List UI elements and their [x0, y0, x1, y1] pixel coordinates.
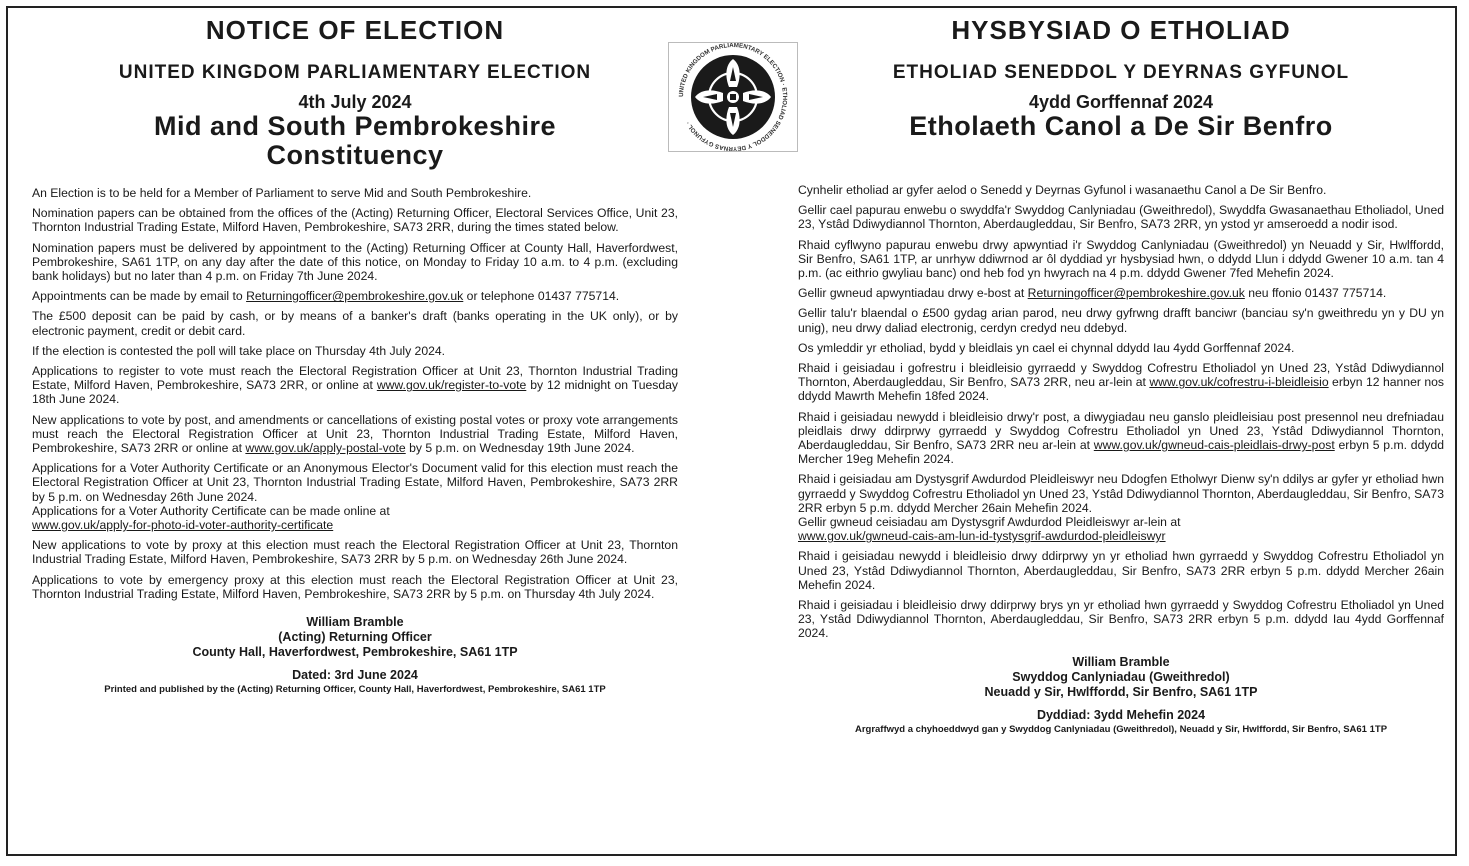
signature-block-welsh	[798, 655, 1444, 700]
constituency-label: Constituency	[266, 140, 444, 170]
paragraph-emergency-proxy-welsh: Rhaid i geisiadau i bleidleisio drwy ddirprwy brys yn yr etholiad hwn gyrraedd y Swyddog Cofrestru Etholiadol yn Uned 23, Ystâd Ddiwydiannol Thornton, Aberdaugleddau, Sir Benfro, SA73 2RR erbyn 5 p.m. ddydd Iau 4ydd Gorffennaf 2024.	[798, 598, 1444, 641]
signatory-name-welsh: William Bramble	[1072, 654, 1170, 669]
signature-block	[32, 615, 678, 660]
voter-authority-online-text: Applications for a Voter Authority Certificate can be made online at	[32, 503, 390, 518]
notice-title: NOTICE OF ELECTION	[205, 15, 505, 45]
celtic-cross-seal-icon	[669, 43, 797, 151]
appointments-phone-text-welsh: neu ffonio 01437 775714.	[1244, 286, 1387, 301]
dated-line-welsh: Dyddiad: 3ydd Mehefin 2024	[1036, 707, 1206, 722]
paragraph-poll-welsh: Os ymleddir yr etholiad, bydd y bleidlais yn cael ei chynnal ddydd Iau 4ydd Gorffennaf 2024.	[798, 340, 1295, 355]
voter-authority-text-welsh: Rhaid i geisiadau am Dystysgrif Awdurdod Pleidleiswyr neu Ddogfen Etholwyr Dienw sy'n ddilys ar gyfer yr etholiad hwn gyrraedd y Swyddog Cofrestru Etholiadol yn Uned 23, Ystâd Ddiwydiannol Thornton, Aberdaugleddau, Sir Benfro, SA73 2RR erbyn 5 p.m. ddydd Mercher 26ain Mehefin 2024.	[798, 472, 1444, 515]
seal-ring-text: UNITED KINGDOM PARLIAMENTARY ELECTION · ETHOLIAD SENEDDOL Y DEYRNAS GYFUNOL ·	[677, 43, 789, 151]
postal-text: New applications to vote by post, and amendments or cancellations of existing postal votes or proxy vote arrangements must reach the Electoral Registration Officer at Unit 23, Thornton Industrial Trading Estate, Milford Haven, Pembrokeshire, SA73 2RR or online at	[32, 412, 678, 456]
imprint-line: Printed and published by the (Acting) Returning Officer, County Hall, Haverfordwest, Pembrokeshire, SA61 1TP	[104, 684, 606, 696]
constituency-name: Mid and South Pembrokeshire	[153, 111, 557, 141]
paragraph-emergency-proxy: Applications to vote by emergency proxy at this election must reach the Electoral Registration Officer at Unit 23, Thornton Industrial Trading Estate, Milford Haven, Pembrokeshire, SA73 2RR by 5 p.m. on Thursday 4th July 2024.	[32, 572, 678, 601]
signatory-role: (Acting) Returning Officer	[278, 630, 432, 645]
postal-text-welsh: Rhaid i geisiadau newydd i bleidleisio drwy'r post, a diwygiadau neu ganslo pleidleisiau post presennol neu drefniadau pleidlais drwy ddirprwy gyrraedd y Swyddog Cofrestru Etholiadol yn Uned 23, Ystâd Ddiwydiannol Thornton, Aberdaugleddau, Sir Benfro, SA73 2RR neu ar-lein at	[798, 409, 1444, 453]
paragraph-election: An Election is to be held for a Member of Parliament to serve Mid and South Pembrokeshire.	[32, 186, 532, 200]
constituency-name-welsh: Etholaeth Canol a De Sir Benfro	[909, 111, 1333, 141]
apply-postal-vote-link[interactable]: www.gov.uk/apply-postal-vote	[245, 441, 406, 456]
appointments-phone-text: or telephone 01437 775714.	[463, 289, 620, 304]
paragraph-nomination-papers: Nomination papers can be obtained from the offices of the (Acting) Returning Officer, Electoral Services Office, Unit 23, Thornton Industrial Trading Estate, Milford Haven, Pembrokeshire, SA73 2RR, during the times stated below.	[32, 206, 678, 235]
apply-postal-vote-link-welsh[interactable]: www.gov.uk/gwneud-cais-pleidlais-drwy-post	[1093, 438, 1335, 453]
paragraph-register-welsh	[798, 361, 1444, 404]
dated-line: Dated: 3rd June 2024	[292, 668, 418, 683]
paragraph-proxy-welsh: Rhaid i geisiadau newydd i bleidleisio drwy ddirprwy yn yr etholiad hwn gyrraedd y Swyddog Cofrestru Etholiadol yn Uned 23, Ystâd Ddiwydiannol Thornton, Aberdaugleddau, Sir Benfro, SA73 2RR erbyn 5 p.m. ddydd Mercher 26ain Mehefin 2024.	[798, 549, 1444, 592]
notice-body	[32, 186, 678, 601]
notice-title-welsh: HYSBYSIAD O ETHOLIAD	[951, 15, 1291, 45]
paragraph-poll: If the election is contested the poll will take place on Thursday 4th July 2024.	[32, 343, 446, 358]
paragraph-nomination-papers-welsh: Gellir cael papurau enwebu o swyddfa'r Swyddog Canlyniadau (Gweithredol), Swyddfa Gwasanaethau Etholiadol, Uned 23, Ystâd Ddiwydiannol Thornton, Aberdaugleddau, Sir Benfro, SA73 2RR, yn ystod yr amseroedd a nodir isod.	[798, 203, 1444, 232]
notice-body-welsh	[798, 183, 1444, 641]
paragraph-postal-votes-welsh	[798, 410, 1444, 467]
imprint-line-welsh: Argraffwyd a chyhoeddwyd gan y Swyddog Canlyniadau (Gweithredol), Neuadd y Sir, Hwlffordd, Sir Benfro, SA61 1TP	[854, 723, 1388, 735]
paragraph-register	[32, 364, 678, 407]
signatory-name: William Bramble	[306, 615, 404, 630]
english-column	[32, 16, 678, 695]
paragraph-voter-authority-welsh	[798, 472, 1444, 543]
register-to-vote-link-welsh[interactable]: www.gov.uk/cofrestru-i-bleidleisio	[1149, 375, 1329, 390]
voter-authority-link-welsh[interactable]: www.gov.uk/gwneud-cais-am-lun-id-tystysgrif-awdurdod-pleidleiswyr	[798, 529, 1166, 544]
signatory-address: County Hall, Haverfordwest, Pembrokeshire, SA61 1TP	[192, 645, 518, 660]
voter-authority-text: Applications for a Voter Authority Certificate or an Anonymous Elector's Document valid for this election must reach the Electoral Registration Officer at Unit 23, Thornton Industrial Trading Estate, Milford Haven, Pembrokeshire, SA73 2RR by 5 p.m. on Wednesday 26th June 2024.	[32, 461, 678, 504]
signatory-address-welsh: Neuadd y Sir, Hwlffordd, Sir Benfro, SA61 1TP	[984, 684, 1258, 699]
appointments-text: Appointments can be made by email to	[32, 289, 247, 304]
returning-officer-email-link-welsh[interactable]: Returningofficer@pembrokeshire.gov.uk	[1027, 286, 1245, 301]
welsh-column	[798, 16, 1444, 735]
election-subtitle: UNITED KINGDOM PARLIAMENTARY ELECTION	[118, 62, 592, 83]
voter-authority-link[interactable]: www.gov.uk/apply-for-photo-id-voter-authority-certificate	[32, 518, 334, 533]
postal-deadline-text: by 5 p.m. on Wednesday 19th June 2024.	[405, 441, 635, 456]
signatory-role-welsh: Swyddog Canlyniadau (Gweithredol)	[1012, 669, 1230, 684]
voter-authority-online-text-welsh: Gellir gwneud ceisiadau am Dystysgrif Awdurdod Pleidleiswyr ar-lein at	[798, 515, 1181, 530]
register-text: Applications to register to vote must reach the Electoral Registration Officer at Unit 23, Thornton Industrial Trading Estate, Milford Haven, Pembrokeshire, SA73 2RR, or online at	[32, 364, 678, 393]
postal-deadline-text-welsh: erbyn 5 p.m. ddydd Mercher 19eg Mehefin 2024.	[798, 438, 1444, 467]
paragraph-proxy: New applications to vote by proxy at this election must reach the Electoral Registration Officer at Unit 23, Thornton Industrial Trading Estate, Milford Haven, Pembrokeshire, SA73 2RR by 5 p.m. on Wednesday 26th June 2024.	[32, 538, 678, 567]
election-subtitle-welsh: ETHOLIAD SENEDDOL Y DEYRNAS GYFUNOL	[892, 62, 1350, 83]
paragraph-appointments	[32, 289, 678, 303]
election-date-welsh: 4ydd Gorffennaf 2024	[1028, 92, 1214, 112]
appointments-text-welsh: Gellir gwneud apwyntiadau drwy e-bost at	[798, 286, 1028, 301]
paragraph-postal-votes	[32, 413, 678, 456]
election-date: 4th July 2024	[298, 92, 412, 112]
paragraph-nomination-delivery: Nomination papers must be delivered by appointment to the (Acting) Returning Officer at County Hall, Haverfordwest, Pembrokeshire, SA61 1TP, on any day after the date of this notice, on Monday to Friday 10 a.m. to 4 p.m. (excluding bank holidays) but no later than 4 p.m. on Friday 7th June 2024.	[32, 240, 678, 284]
paragraph-deposit: The £500 deposit can be paid by cash, or by means of a banker's draft (banks operating in the UK only), or by electronic payment, credit or debit card.	[32, 309, 678, 338]
returning-officer-email-link[interactable]: Returningofficer@pembrokeshire.gov.uk	[246, 289, 464, 304]
paragraph-deposit-welsh: Gellir talu'r blaendal o £500 gydag arian parod, neu drwy gyfrwng drafft banciwr (banciau sy'n gweithredu yn y DU yn unig), neu drwy daliad electronig, cerdyn credyd neu ddebyd.	[798, 306, 1444, 335]
election-seal-logo	[668, 42, 798, 152]
register-deadline-text: by 12 midnight on Tuesday 18th June 2024.	[32, 378, 678, 407]
paragraph-appointments-welsh	[798, 286, 1444, 300]
paragraph-nomination-delivery-welsh: Rhaid cyflwyno papurau enwebu drwy apwyntiad i'r Swyddog Canlyniadau (Gweithredol) yn Neuadd y Sir, Hwlffordd, Sir Benfro, SA61 1TP, ar unrhyw ddiwrnod ar ôl dyddiad yr hysbysiad hwn, o ddydd Llun i ddydd Gwener 10 a.m. tan 4 p.m. (ac eithrio gwyliau banc) ond heb fod yn hwyrach na 4 p.m. ddydd Gwener 7fed Mehefin 2024.	[798, 237, 1444, 281]
register-deadline-text-welsh: erbyn 12 hanner nos ddydd Mawrth Mehefin 18fed 2024.	[798, 375, 1444, 404]
register-text-welsh: Rhaid i geisiadau i gofrestru i bleidleisio gyrraedd y Swyddog Cofrestru Etholiadol yn Uned 23, Ystâd Ddiwydiannol Thornton, Aberdaugleddau, Sir Benfro, SA73 2RR, neu ar-lein at	[798, 361, 1444, 390]
paragraph-election-welsh: Cynhelir etholiad ar gyfer aelod o Senedd y Deyrnas Gyfunol i wasanaethu Canol a De Sir Benfro.	[798, 183, 1327, 197]
paragraph-voter-authority	[32, 461, 678, 532]
register-to-vote-link[interactable]: www.gov.uk/register-to-vote	[376, 378, 527, 393]
